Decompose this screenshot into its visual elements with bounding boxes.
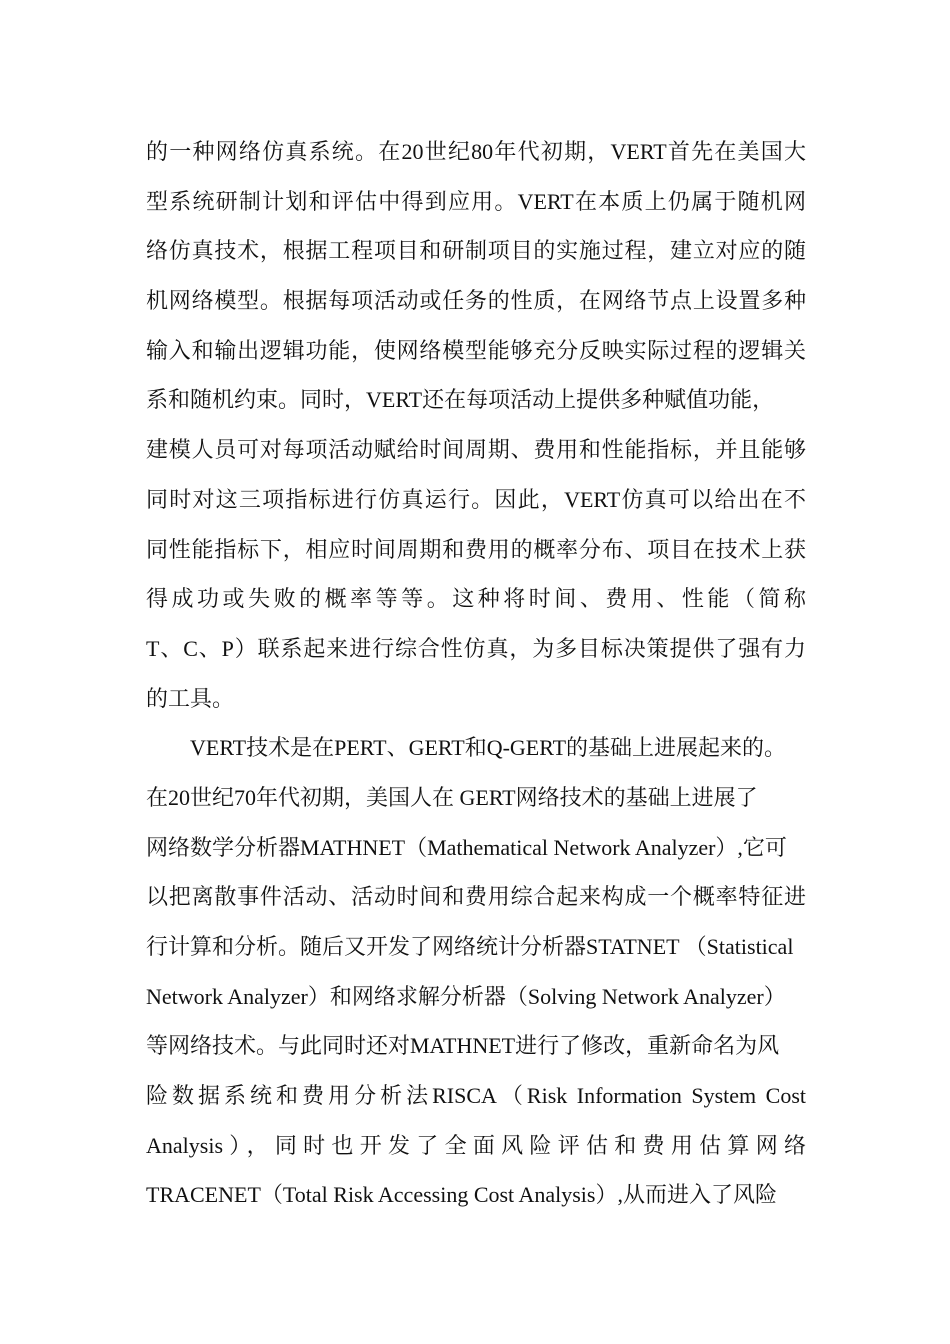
text-line: 以把离散事件活动、活动时间和费用综合起来构成一个概率特征进 (146, 884, 806, 910)
text-line: 型系统研制计划和评估中得到应用。VERT在本质上仍属于随机网 (146, 188, 806, 214)
text-line: TRACENET（Total Risk Accessing Cost Analysis）,从而进入了风险 (146, 1182, 777, 1208)
document-body (146, 127, 806, 1220)
text-line: 络仿真技术，根据工程项目和研制项目的实施过程，建立对应的随 (146, 238, 806, 264)
text-line: 的工具。 (146, 685, 235, 711)
text-line: VERT技术是在PERT、GERT和Q-GERT的基础上进展起来的。 (190, 735, 787, 761)
text-line: 系和随机约束。同时，VERT还在每项活动上提供多种赋值功能， (146, 387, 775, 413)
text-line: 同性能指标下，相应时间周期和费用的概率分布、项目在技术上获 (146, 536, 806, 562)
text-line: 建模人员可对每项活动赋给时间周期、费用和性能指标，并且能够 (146, 437, 806, 463)
text-line: T、C、P）联系起来进行综合性仿真，为多目标决策提供了强有力 (146, 635, 806, 661)
text-line: 行计算和分析。随后又开发了网络统计分析器STATNET （Statistical (146, 934, 794, 959)
text-line: 在20世纪70年代初期，美国人在 GERT网络技术的基础上进展了 (146, 784, 758, 810)
text-line: 的一种网络仿真系统。在20世纪80年代初期，VERT首先在美国大 (146, 139, 806, 164)
text-line: 输入和输出逻辑功能，使网络模型能够充分反映实际过程的逻辑关 (146, 337, 806, 363)
text-line: Network Analyzer）和网络求解分析器（Solving Network Analyzer） (146, 983, 786, 1009)
paragraph-1 (146, 127, 806, 723)
text-line: 同时对这三项指标进行仿真运行。因此，VERT仿真可以给出在不 (146, 486, 806, 512)
paragraph-2 (146, 723, 806, 1220)
text-line: 险数据系统和费用分析法RISCA（Risk Information System Cost (146, 1083, 806, 1109)
text-line: 等网络技术。与此同时还对MATHNET进行了修改，重新命名为风 (146, 1033, 780, 1059)
text-line: 网络数学分析器MATHNET（Mathematical Network Analyzer）,它可 (146, 834, 787, 860)
text-line: 得成功或失败的概率等等。这种将时间、费用、性能（简称 (146, 586, 806, 612)
text-line: 机网络模型。根据每项活动或任务的性质，在网络节点上设置多种 (146, 288, 806, 314)
text-line: Analysis），同时也开发了全面风险评估和费用估算网络 (146, 1132, 806, 1158)
